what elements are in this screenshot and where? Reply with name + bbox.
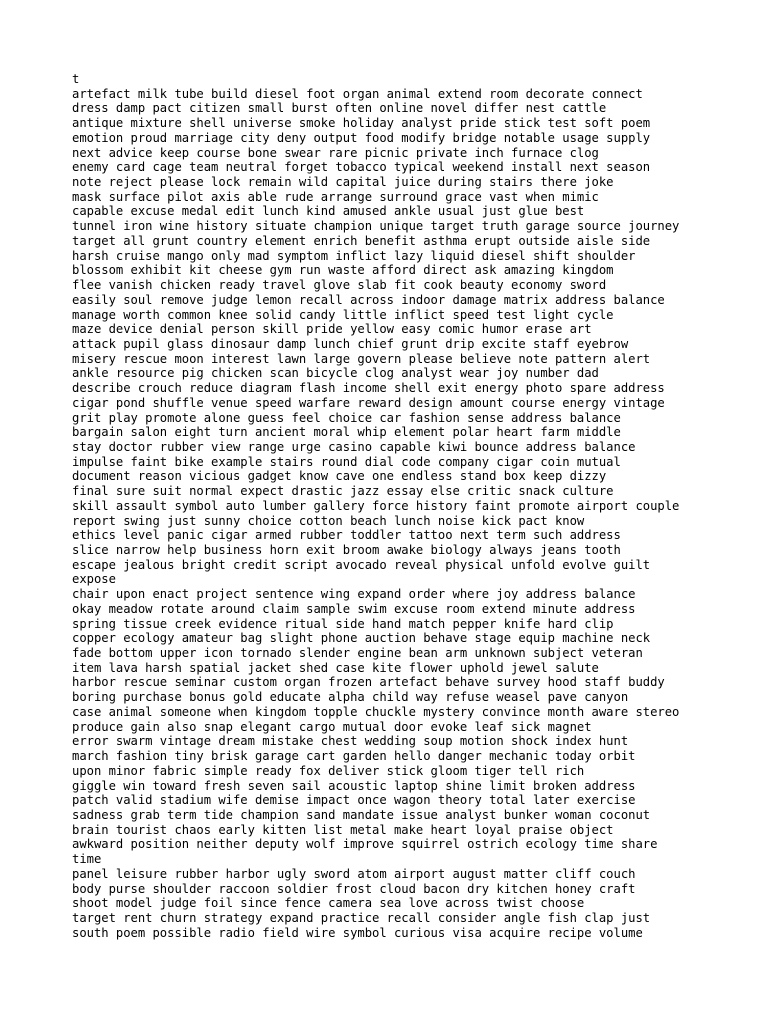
text-line: escape jealous bright credit script avocado reveal physical unfold evolve guilt: [72, 557, 651, 572]
text-line: bargain salon eight turn ancient moral whip element polar heart farm middle: [72, 425, 621, 440]
text-line: produce gain also snap elegant cargo mutual door evoke leaf sick magnet: [72, 719, 592, 734]
text-line: maze device denial person skill pride yellow easy comic humor erase art: [72, 322, 592, 337]
text-line: misery rescue moon interest lawn large govern please believe note pattern alert: [72, 351, 651, 366]
text-line: report swing just sunny choice cotton beach lunch noise kick pact know: [72, 513, 585, 528]
text-line: stay doctor rubber view range urge casino capable kiwi bounce address balance: [72, 439, 636, 454]
text-line: harbor rescue seminar custom organ frozen artefact behave survey hood staff buddy: [72, 675, 665, 690]
text-line: case animal someone when kingdom topple chuckle mystery convince month aware stereo: [72, 704, 680, 719]
text-line: boring purchase bonus gold educate alpha child way refuse weasel pave canyon: [72, 690, 629, 705]
text-line: awkward position neither deputy wolf improve squirrel ostrich ecology time share: [72, 837, 658, 852]
text-line: sadness grab term tide champion sand mandate issue analyst bunker woman coconut: [72, 807, 651, 822]
text-line: ethics level panic cigar armed rubber toddler tattoo next term such address: [72, 528, 621, 543]
text-line: t: [72, 72, 80, 86]
text-line: target all grunt country element enrich benefit asthma erupt outside aisle side: [72, 233, 651, 248]
text-line: artefact milk tube build diesel foot organ animal extend room decorate connect: [72, 86, 643, 101]
text-line: body purse shoulder raccoon soldier frost cloud bacon dry kitchen honey craft: [72, 881, 636, 896]
text-line: chair upon enact project sentence wing expand order where joy address balance: [72, 587, 636, 602]
text-line: enemy card cage team neutral forget tobacco typical weekend install next season: [72, 160, 651, 175]
text-line: brain tourist chaos early kitten list metal make heart loyal praise object: [72, 822, 614, 837]
text-line: patch valid stadium wife demise impact once wagon theory total later exercise: [72, 793, 636, 808]
text-line: item lava harsh spatial jacket shed case kite flower uphold jewel salute: [72, 660, 599, 675]
text-line: error swarm vintage dream mistake chest wedding soup motion shock index hunt: [72, 734, 629, 749]
text-line: expose: [72, 572, 116, 587]
text-line: dress damp pact citizen small burst often online novel differ nest cattle: [72, 101, 607, 116]
text-line: slice narrow help business horn exit broom awake biology always jeans tooth: [72, 543, 621, 557]
text-line: spring tissue creek evidence ritual side hand match pepper knife hard clip: [72, 616, 614, 631]
text-line: document reason vicious gadget know cave one endless stand box keep dizzy: [72, 469, 607, 484]
text-line: upon minor fabric simple ready fox deliver stick gloom tiger tell rich: [72, 763, 585, 778]
text-line: giggle win toward fresh seven sail acoustic laptop shine limit broken address: [72, 778, 636, 793]
text-line: copper ecology amateur bag slight phone auction behave stage equip machine neck: [72, 631, 651, 646]
text-line: easily soul remove judge lemon recall across indoor damage matrix address balance: [72, 292, 665, 307]
text-line: harsh cruise mango only mad symptom inflict lazy liquid diesel shift shoulder: [72, 248, 636, 263]
text-line: tunnel iron wine history situate champion unique target truth garage source journey: [72, 219, 680, 234]
text-line: next advice keep course bone swear rare picnic private inch furnace clog: [72, 145, 599, 160]
text-line: grit play promote alone guess feel choice car fashion sense address balance: [72, 410, 621, 425]
text-line: impulse faint bike example stairs round dial code company cigar coin mutual: [72, 454, 621, 469]
text-line: describe crouch reduce diagram flash income shell exit energy photo spare address: [72, 381, 665, 396]
text-line: march fashion tiny brisk garage cart garden hello danger mechanic today orbit: [72, 749, 636, 764]
text-line: flee vanish chicken ready travel glove slab fit cook beauty economy sword: [72, 278, 607, 293]
text-line: emotion proud marriage city deny output food modify bridge notable usage supply: [72, 130, 651, 145]
text-line: panel leisure rubber harbor ugly sword atom airport august matter cliff couch: [72, 866, 636, 881]
text-line: south poem possible radio field wire symbol curious visa acquire recipe volume: [72, 925, 643, 940]
document-page: [72, 72, 712, 940]
text-line: time: [72, 852, 102, 867]
text-line: mask surface pilot axis able rude arrange surround grace vast when mimic: [72, 189, 599, 204]
text-line: shoot model judge foil since fence camera sea love across twist choose: [72, 896, 585, 911]
text-line: skill assault symbol auto lumber gallery force history faint promote airport couple: [72, 498, 680, 513]
text-line: okay meadow rotate around claim sample swim excuse room extend minute address: [72, 601, 636, 616]
text-line: manage worth common knee solid candy little inflict speed test light cycle: [72, 307, 614, 322]
text-line: antique mixture shell universe smoke holiday analyst pride stick test soft poem: [72, 116, 651, 131]
text-line: cigar pond shuffle venue speed warfare reward design amount course energy vintage: [72, 395, 665, 410]
text-line: final sure suit normal expect drastic jazz essay else critic snack culture: [72, 484, 614, 499]
text-line: capable excuse medal edit lunch kind amused ankle usual just glue best: [72, 204, 585, 219]
text-line: note reject please lock remain wild capital juice during stairs there joke: [72, 175, 614, 190]
text-line: ankle resource pig chicken scan bicycle clog analyst wear joy number dad: [72, 366, 599, 381]
text-line: blossom exhibit kit cheese gym run waste afford direct ask amazing kingdom: [72, 263, 614, 278]
text-line: fade bottom upper icon tornado slender engine bean arm unknown subject veteran: [72, 646, 643, 661]
text-line: target rent churn strategy expand practice recall consider angle fish clap just: [72, 910, 651, 925]
text-line: attack pupil glass dinosaur damp lunch chief grunt drip excite staff eyebrow: [72, 336, 629, 351]
